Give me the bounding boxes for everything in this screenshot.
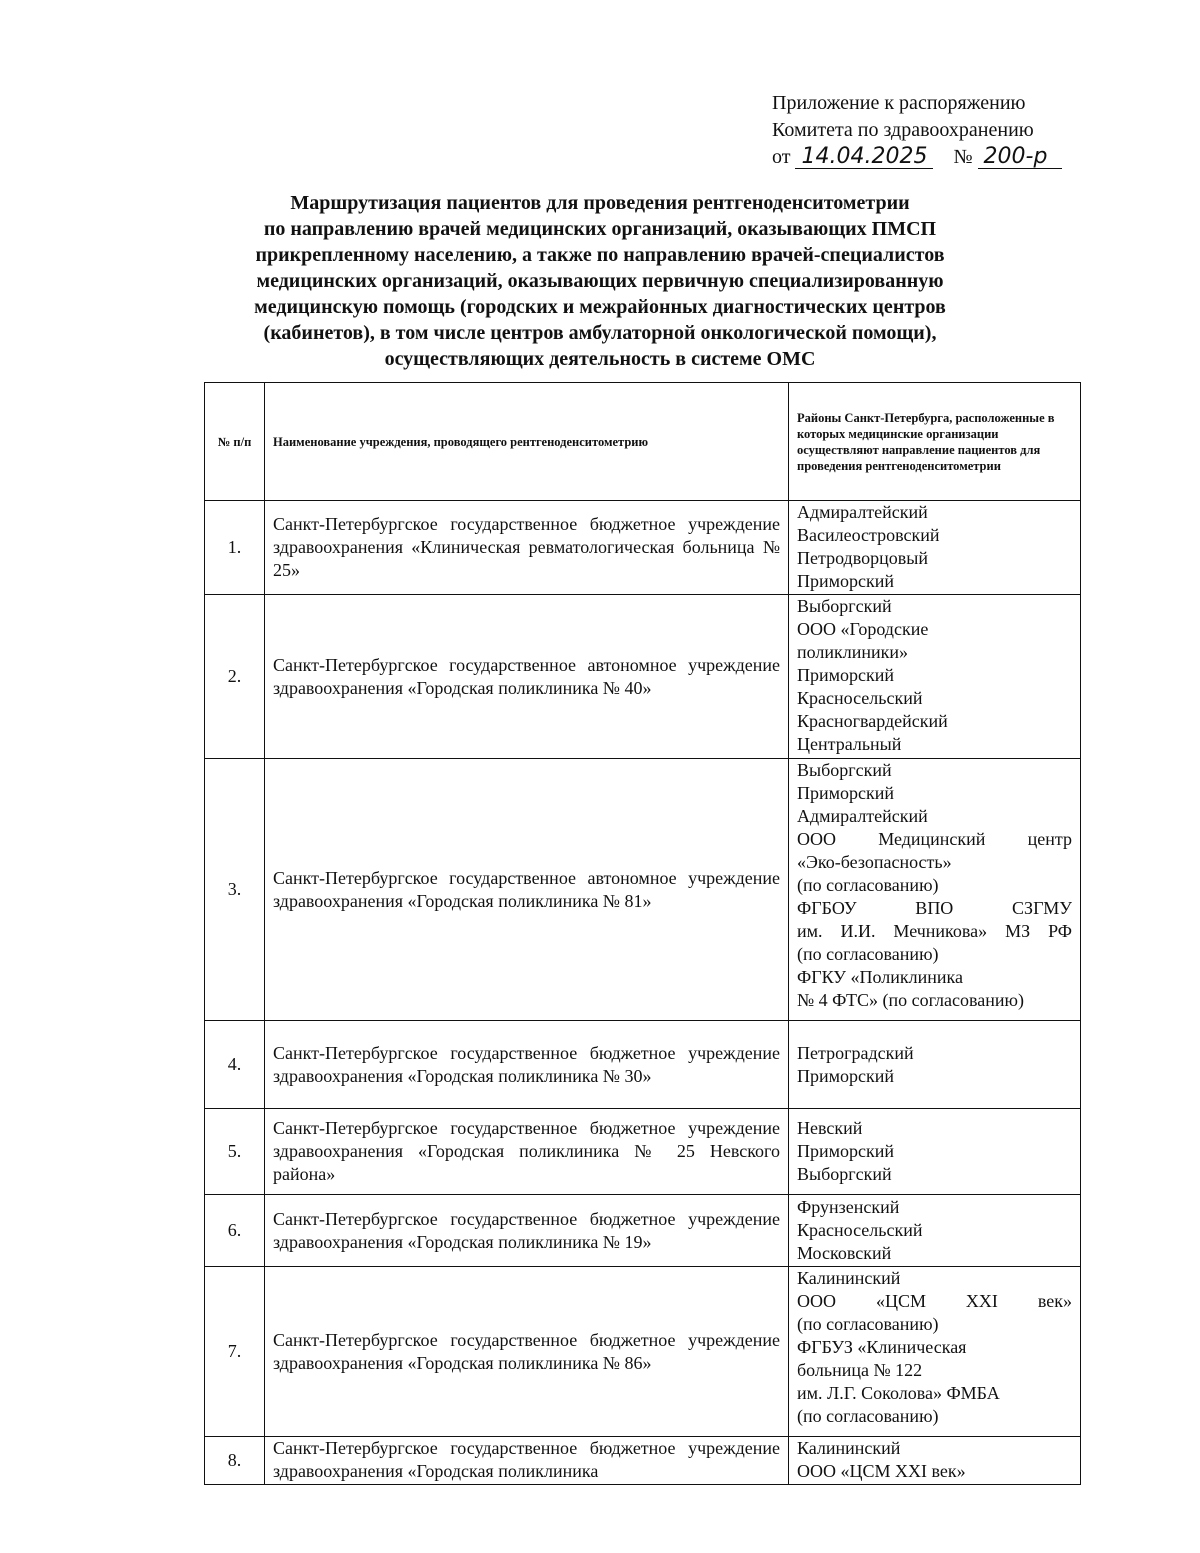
district-item: Выборгский bbox=[797, 596, 892, 616]
title-line: прикрепленному населению, а также по направлению врачей-специалистов bbox=[255, 244, 945, 266]
table-row bbox=[205, 759, 1081, 1021]
district-item: больница № 122 bbox=[797, 1360, 923, 1380]
handwritten-number: 200-р bbox=[978, 146, 1062, 169]
table-body bbox=[205, 501, 1081, 1485]
districts-cell bbox=[789, 759, 1081, 1021]
table-row bbox=[205, 1195, 1081, 1267]
institution-name: Санкт-Петербургское государственное бюджетное учреждение здравоохранения «Городская поликлиника № 25 Невского района» bbox=[265, 1109, 789, 1195]
district-item: (по согласованию) bbox=[797, 944, 939, 964]
appendix-date-line bbox=[772, 144, 1072, 171]
header-num: № п/п bbox=[205, 383, 265, 501]
district-item: поликлиники» bbox=[797, 642, 909, 662]
district-item: Петроградский bbox=[797, 1042, 914, 1063]
header-name: Наименование учреждения, проводящего рентгеноденситометрию bbox=[265, 383, 789, 501]
district-item: Василеостровский bbox=[797, 525, 940, 545]
title-line: медицинских организаций, оказывающих первичную специализированную bbox=[256, 270, 944, 292]
district-item: Адмиралтейский bbox=[797, 502, 928, 522]
district-item: Приморский bbox=[797, 1141, 895, 1161]
institution-name: Санкт-Петербургское государственное бюджетное учреждение здравоохранения «Городская поликлиника bbox=[265, 1437, 789, 1485]
title-line: (кабинетов), в том числе центров амбулаторной онкологической помощи), bbox=[263, 322, 937, 344]
district-item: им. И.И. Мечникова» МЗ РФ bbox=[797, 921, 1072, 941]
row-number: 6. bbox=[205, 1195, 265, 1267]
district-item: ООО «ЦСМ XXI век» bbox=[797, 1291, 1072, 1311]
table-row bbox=[205, 1021, 1081, 1109]
district-item: Калининский bbox=[797, 1268, 901, 1288]
title-line: Маршрутизация пациентов для проведения рентгеноденситометрии bbox=[290, 192, 910, 214]
appendix-block bbox=[772, 90, 1072, 171]
district-item: № 4 ФТС» (по согласованию) bbox=[797, 990, 1024, 1010]
district-item: Красносельский bbox=[797, 1220, 923, 1240]
institution-name: Санкт-Петербургское государственное бюджетное учреждение здравоохранения «Городская поликлиника № 30» bbox=[265, 1021, 789, 1109]
district-item: ООО «Городские bbox=[797, 619, 929, 639]
table-row bbox=[205, 1109, 1081, 1195]
districts-cell bbox=[789, 1021, 1081, 1109]
header-districts: Районы Санкт-Петербурга, расположенные в которых медицинские организации осуществляют направление пациентов для проведения рентгеноденситометрии bbox=[789, 383, 1081, 501]
table-row bbox=[205, 595, 1081, 759]
district-item: Выборгский bbox=[797, 760, 892, 780]
district-item: Калининский bbox=[797, 1438, 901, 1458]
appendix-line-1: Приложение к распоряжению bbox=[772, 92, 1026, 114]
district-item: Выборгский bbox=[797, 1164, 892, 1184]
institution-name: Санкт-Петербургское государственное бюджетное учреждение здравоохранения «Городская поликлиника № 19» bbox=[265, 1195, 789, 1267]
title-line: медицинскую помощь (городских и межрайонных диагностических центров bbox=[254, 296, 946, 318]
table-row bbox=[205, 1437, 1081, 1485]
districts-cell bbox=[789, 1437, 1081, 1485]
district-item: Адмиралтейский bbox=[797, 806, 928, 826]
number-prefix: № bbox=[953, 146, 973, 168]
district-item: Центральный bbox=[797, 734, 902, 754]
districts-cell bbox=[789, 1195, 1081, 1267]
district-item: ООО «ЦСМ XXI век» bbox=[797, 1461, 966, 1481]
districts-cell bbox=[789, 595, 1081, 759]
table-row bbox=[205, 501, 1081, 595]
district-item: Приморский bbox=[797, 571, 895, 591]
routing-table bbox=[204, 382, 1081, 1485]
row-number: 7. bbox=[205, 1267, 265, 1437]
institution-name: Санкт-Петербургское государственное бюджетное учреждение здравоохранения «Клиническая ревматологическая больница № 25» bbox=[265, 501, 789, 595]
district-item: ФГКУ «Поликлиника bbox=[797, 967, 963, 987]
district-item: Петродворцовый bbox=[797, 548, 928, 568]
district-item: Приморский bbox=[797, 783, 895, 803]
districts-cell bbox=[789, 501, 1081, 595]
row-number: 3. bbox=[205, 759, 265, 1021]
district-item: ФГБОУ ВПО СЗГМУ bbox=[797, 898, 1072, 918]
district-item: ООО Медицинский центр bbox=[797, 829, 1072, 849]
row-number: 2. bbox=[205, 595, 265, 759]
district-item: (по согласованию) bbox=[797, 875, 939, 895]
title-line: по направлению врачей медицинских организаций, оказывающих ПМСП bbox=[263, 218, 937, 240]
districts-cell bbox=[789, 1267, 1081, 1437]
institution-name: Санкт-Петербургское государственное автономное учреждение здравоохранения «Городская поликлиника № 81» bbox=[265, 759, 789, 1021]
row-number: 8. bbox=[205, 1437, 265, 1485]
table-row bbox=[205, 1267, 1081, 1437]
row-number: 4. bbox=[205, 1021, 265, 1109]
title-line: осуществляющих деятельность в системе ОМС bbox=[384, 348, 816, 370]
district-item: ФГБУЗ «Клиническая bbox=[797, 1337, 967, 1357]
row-number: 1. bbox=[205, 501, 265, 595]
districts-cell bbox=[789, 1109, 1081, 1195]
district-item: Красногвардейский bbox=[797, 711, 948, 731]
district-item: «Эко-безопасность» bbox=[797, 852, 952, 872]
district-item: (по согласованию) bbox=[797, 1314, 939, 1334]
district-item: (по согласованию) bbox=[797, 1406, 939, 1426]
appendix-line-2: Комитета по здравоохранению bbox=[772, 119, 1034, 141]
document-title bbox=[200, 190, 1000, 372]
row-number: 5. bbox=[205, 1109, 265, 1195]
district-item: Приморский bbox=[797, 665, 895, 685]
district-item: Красносельский bbox=[797, 688, 923, 708]
institution-name: Санкт-Петербургское государственное автономное учреждение здравоохранения «Городская поликлиника № 40» bbox=[265, 595, 789, 759]
date-prefix: от bbox=[772, 146, 791, 168]
institution-name: Санкт-Петербургское государственное бюджетное учреждение здравоохранения «Городская поликлиника № 86» bbox=[265, 1267, 789, 1437]
district-item: Приморский bbox=[797, 1065, 895, 1086]
district-item: им. Л.Г. Соколова» ФМБА bbox=[797, 1383, 1000, 1403]
district-item: Невский bbox=[797, 1118, 863, 1138]
handwritten-date: 14.04.2025 bbox=[795, 146, 933, 169]
district-item: Московский bbox=[797, 1243, 892, 1263]
district-item: Фрунзенский bbox=[797, 1197, 900, 1217]
